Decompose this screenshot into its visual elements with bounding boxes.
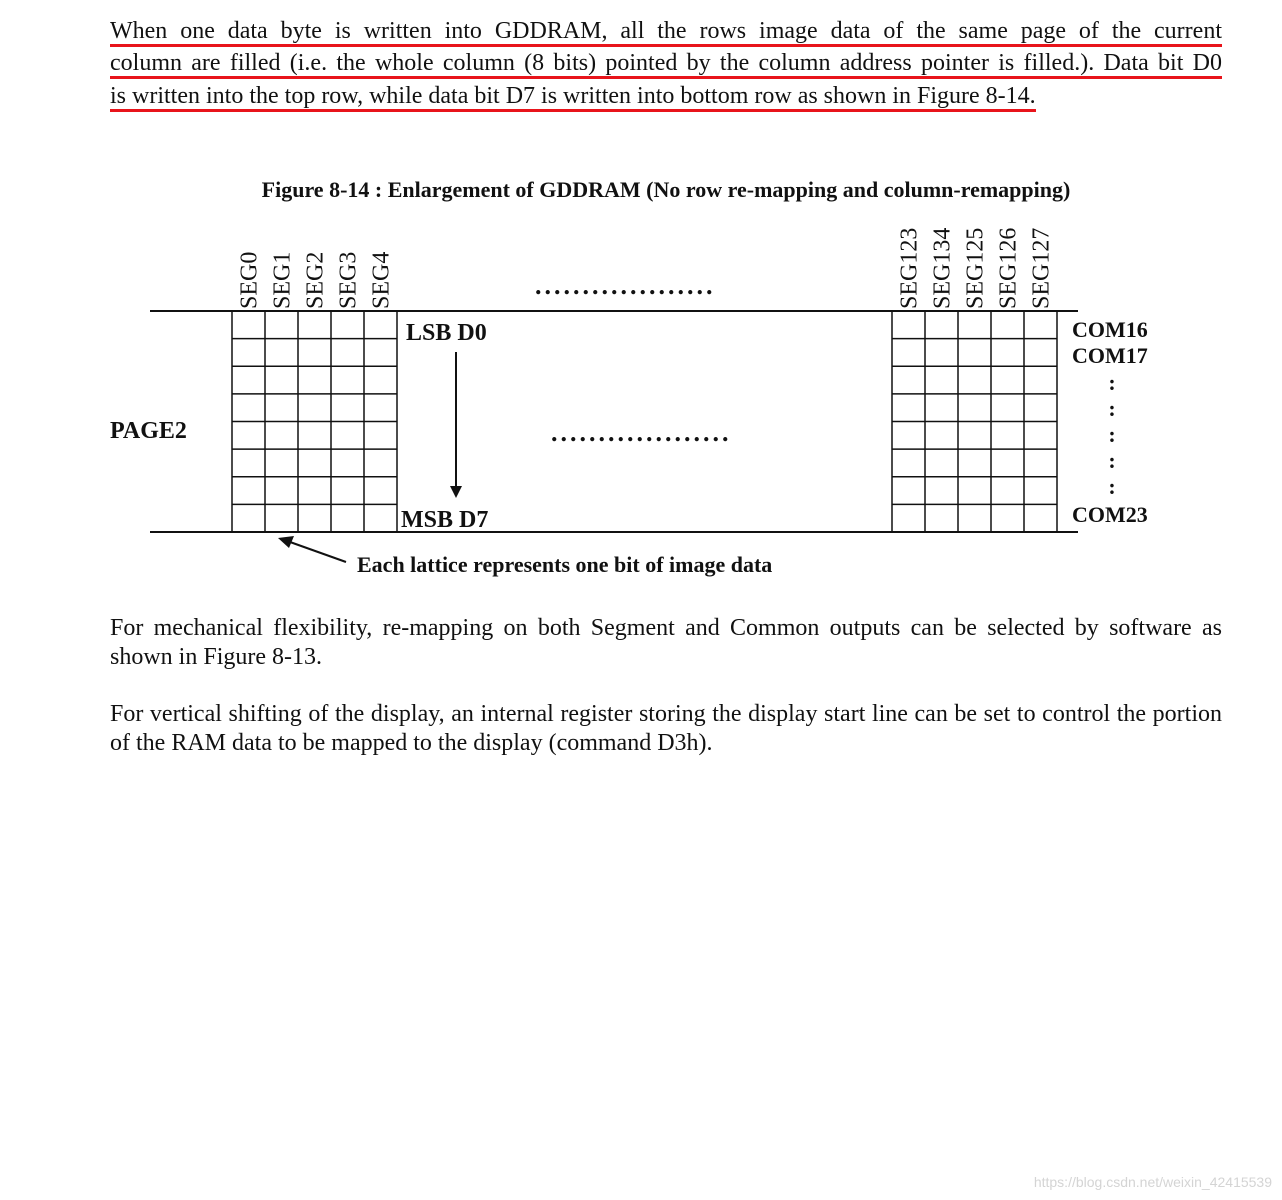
right-bit-grid xyxy=(892,311,1057,532)
left-segment-label: SEG2 xyxy=(302,251,329,309)
intro-line-1: When one data byte is written into GDDRAM, all the rows image data of the same page of the current xyxy=(110,18,1222,47)
com-label-top-1: COM16 xyxy=(1072,317,1148,342)
com-label-bottom: COM23 xyxy=(1072,502,1148,527)
right-segment-label: SEG126 xyxy=(995,227,1022,309)
left-segment-label: SEG0 xyxy=(236,251,263,309)
lattice-caption: Each lattice represents one bit of image data xyxy=(357,552,773,577)
com-label-top-2: COM17 xyxy=(1072,343,1148,368)
right-segment-label: SEG125 xyxy=(962,227,989,309)
caption-arrow xyxy=(290,542,346,562)
page-label: PAGE2 xyxy=(110,418,187,444)
watermark-url: https://blog.csdn.net/weixin_42415539 xyxy=(1033,1174,1272,1190)
header-dots: ................... xyxy=(535,271,716,300)
com-continuation-colons xyxy=(1108,370,1115,499)
figure-title: Figure 8-14 : Enlargement of GDDRAM (No row re-mapping and column-remapping) xyxy=(261,177,1071,202)
intro-line-3: is written into the top row, while data bit D7 is written into bottom row as shown in Figure 8-14. xyxy=(110,83,1036,112)
intro-line-2: column are filled (i.e. the whole column (8 bits) pointed by the column address pointer is filled.). Data bit D0 xyxy=(110,50,1222,79)
msb-label: MSB D7 xyxy=(401,507,489,533)
remapping-paragraph: For mechanical flexibility, re-mapping on both Segment and Common outputs can be selected by software as shown in Figure 8-13. xyxy=(110,615,1222,670)
left-segment-label: SEG4 xyxy=(368,251,395,309)
right-segment-labels xyxy=(897,228,1055,309)
com-colon: : xyxy=(1108,396,1116,421)
com-colon: : xyxy=(1108,370,1116,395)
com-colon: : xyxy=(1108,474,1116,499)
right-segment-label: SEG123 xyxy=(896,227,923,309)
com-colon: : xyxy=(1108,422,1116,447)
bit-order-arrowhead xyxy=(450,486,462,498)
left-segment-labels xyxy=(237,252,395,309)
com-colon: : xyxy=(1108,448,1116,473)
left-segment-label: SEG3 xyxy=(335,251,362,309)
left-segment-label: SEG1 xyxy=(269,251,296,309)
vertical-shift-paragraph: For vertical shifting of the display, an internal register storing the display start line can be set to control the portion of the RAM data to be mapped to the display (command D3h). xyxy=(110,701,1222,756)
right-segment-label: SEG134 xyxy=(929,227,956,309)
left-bit-grid xyxy=(232,311,397,532)
right-segment-label: SEG127 xyxy=(1028,227,1055,309)
lsb-label: LSB D0 xyxy=(406,320,487,346)
middle-dots: ................... xyxy=(551,418,732,447)
